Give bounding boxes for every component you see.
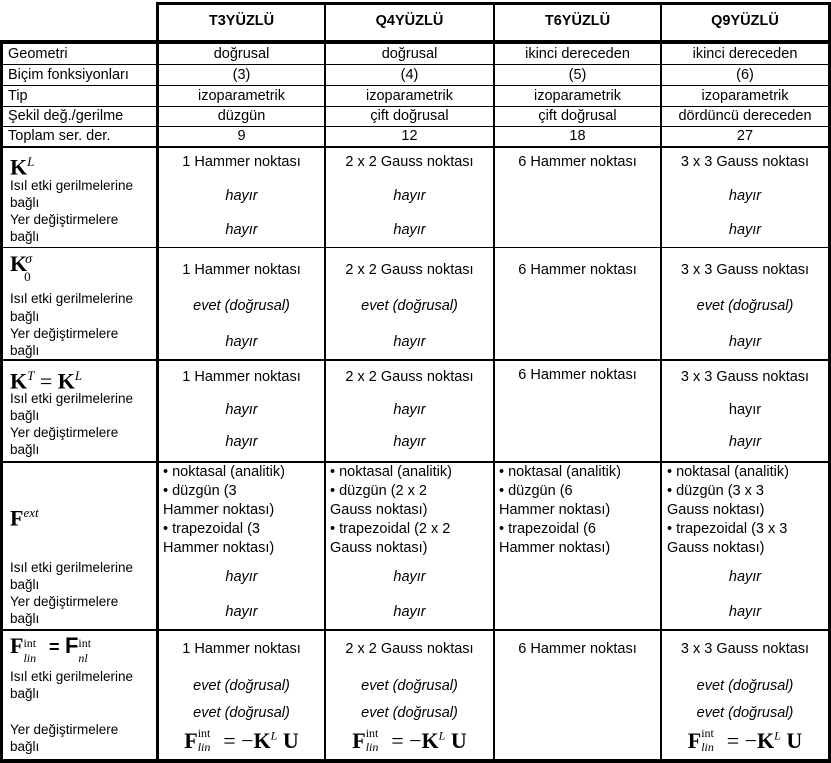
- table-left-border: [0, 40, 3, 763]
- cell-value: düzgün: [217, 108, 266, 124]
- disp-value: hayır: [225, 334, 258, 350]
- integration-value: 2 x 2 Gauss noktası: [345, 262, 474, 278]
- cell-value: 27: [736, 128, 754, 144]
- symbol-f-ext: $F^{ext}$: [10, 505, 39, 531]
- formula-sub-lin: lin: [197, 740, 211, 754]
- label-disp: Yer değiştirmelere: [10, 722, 119, 737]
- cell-value: ikinci dereceden: [692, 46, 798, 62]
- list-item: Gauss noktası): [330, 540, 428, 556]
- label-disp: Yer değiştirmelere: [10, 212, 119, 227]
- list-item: • düzgün (3: [163, 483, 237, 499]
- cell-value: izoparametrik: [701, 88, 789, 104]
- cell-value: ikinci dereceden: [525, 46, 630, 62]
- disp-value: hayır: [225, 222, 258, 238]
- list-item: • düzgün (3 x 3: [667, 483, 764, 499]
- thermal-value: hayır: [225, 402, 258, 418]
- cell-value: (5): [568, 67, 587, 83]
- label-disp-2: bağlı: [10, 442, 40, 457]
- formula-f: F: [352, 728, 366, 753]
- list-item: • noktasal (analitik): [330, 464, 452, 480]
- row-divider: [0, 64, 831, 65]
- label-thermal-2: bağlı: [10, 309, 40, 324]
- label-thermal: Isıl etki gerilmelerine: [10, 560, 134, 575]
- formula-u: U: [277, 728, 299, 753]
- cell-value: (4): [400, 67, 419, 83]
- row-divider: [0, 85, 831, 86]
- formula-k-sup: L: [270, 728, 278, 743]
- formula-sup-int: int: [365, 726, 379, 740]
- formula-f: F: [184, 728, 198, 753]
- disp-value: evet (doğrusal): [696, 705, 794, 721]
- list-item: Gauss noktası): [330, 502, 428, 518]
- integration-value: 2 x 2 Gauss noktası: [345, 154, 474, 170]
- integration-value: 1 Hammer noktası: [182, 369, 301, 385]
- thermal-value: hayır: [393, 402, 426, 418]
- integration-value: 2 x 2 Gauss noktası: [345, 641, 474, 657]
- cell-value: doğrusal: [381, 46, 438, 62]
- formula-k-sup: L: [774, 728, 781, 743]
- thermal-value: hayır: [728, 569, 762, 585]
- label-thermal: Isıl etki gerilmelerine: [10, 178, 134, 193]
- cell-value: (3): [232, 67, 251, 83]
- label-thermal-2: bağlı: [10, 408, 40, 423]
- table-top-border-body: [0, 40, 831, 44]
- integration-value: 3 x 3 Gauss noktası: [680, 262, 810, 278]
- row-label: Geometri: [8, 46, 68, 62]
- thermal-value: hayır: [728, 402, 762, 418]
- cell-value: doğrusal: [213, 46, 270, 62]
- cell-value: izoparametrik: [197, 88, 286, 104]
- formula-k: K: [757, 728, 775, 753]
- internal-force-formula: [159, 728, 324, 754]
- disp-value: hayır: [393, 222, 426, 238]
- label-thermal: Isıl etki gerilmelerine: [10, 669, 134, 684]
- cell-value: 9: [237, 128, 246, 144]
- internal-force-formula: [662, 728, 828, 754]
- thermal-value: evet (doğrusal): [193, 678, 290, 694]
- thermal-value: hayır: [225, 188, 258, 204]
- label-disp: Yer değiştirmelere: [10, 425, 119, 440]
- formula-sup-int: int: [701, 726, 714, 740]
- disp-value: hayır: [393, 604, 426, 620]
- list-item: • trapezoidal (3: [163, 521, 260, 537]
- table-bottom-border: [0, 759, 831, 763]
- symbol-k0-sigma: K σ 0: [10, 251, 33, 284]
- internal-force-formula: [326, 728, 493, 754]
- disp-value: hayır: [393, 334, 426, 350]
- cell-value: çift doğrusal: [538, 108, 617, 124]
- row-divider: [0, 629, 831, 631]
- integration-value: 6 Hammer noktası: [518, 154, 637, 170]
- disp-value: hayır: [728, 334, 762, 350]
- label-disp: Yer değiştirmelere: [10, 326, 119, 341]
- formula-sub-lin: lin: [701, 740, 714, 754]
- thermal-value: hayır: [393, 569, 426, 585]
- load-types-list: [499, 463, 621, 558]
- column-header-q9: Q9YÜZLÜ: [711, 13, 779, 29]
- label-disp-2: bağlı: [10, 739, 40, 754]
- integration-value: 1 Hammer noktası: [182, 262, 301, 278]
- list-item: Gauss noktası): [667, 540, 765, 556]
- disp-value: evet (doğrusal): [361, 705, 458, 721]
- thermal-value: evet (doğrusal): [193, 298, 290, 314]
- row-divider: [0, 146, 831, 148]
- label-disp-2: bağlı: [10, 611, 40, 626]
- cell-value: 12: [401, 128, 418, 144]
- row-divider: [0, 359, 831, 361]
- label-thermal-2: bağlı: [10, 577, 40, 592]
- cell-value: dördüncü dereceden: [678, 108, 812, 124]
- formula-u: U: [445, 728, 467, 753]
- list-item: • noktasal (analitik): [667, 464, 789, 480]
- row-label: Tip: [8, 88, 28, 104]
- formula-f: F: [687, 728, 702, 753]
- disp-value: hayır: [728, 604, 762, 620]
- row-label: Biçim fonksiyonları: [8, 67, 129, 83]
- formula-equals-minus: = −: [721, 728, 758, 753]
- formula-k: K: [421, 728, 439, 753]
- label-thermal-2: bağlı: [10, 195, 40, 210]
- load-types-list: [667, 463, 789, 558]
- row-divider: [0, 106, 831, 107]
- label-disp-2: bağlı: [10, 229, 40, 244]
- formula-f-indices: [365, 726, 386, 754]
- cell-value: izoparametrik: [365, 88, 454, 104]
- row-label: Şekil değ./gerilme: [8, 108, 124, 124]
- list-item: • düzgün (2 x 2: [330, 483, 427, 499]
- column-header-t6: T6YÜZLÜ: [544, 13, 611, 29]
- list-item: • trapezoidal (3 x 3: [667, 521, 788, 537]
- list-item: • noktasal (analitik): [163, 464, 285, 480]
- list-item: Hammer noktası): [163, 540, 275, 556]
- disp-value: hayır: [728, 222, 762, 238]
- symbol-kl: $K^L$: [10, 154, 35, 180]
- formula-f-indices: [701, 726, 721, 754]
- formula-sub-lin: lin: [365, 740, 379, 754]
- column-header-q4: Q4YÜZLÜ: [375, 13, 444, 29]
- formula-equals-minus: = −: [217, 728, 254, 753]
- formula-f-indices: [197, 726, 218, 754]
- integration-value: 1 Hammer noktası: [182, 154, 301, 170]
- integration-value: 6 Hammer noktası: [518, 262, 637, 278]
- disp-value: hayır: [728, 434, 762, 450]
- thermal-value: hayır: [225, 569, 258, 585]
- list-item: Gauss noktası): [667, 502, 765, 518]
- label-disp: Yer değiştirmelere: [10, 594, 119, 609]
- label-thermal: Isıl etki gerilmelerine: [10, 391, 134, 406]
- list-item: • trapezoidal (2 x 2: [330, 521, 451, 537]
- integration-value: 3 x 3 Gauss noktası: [680, 154, 810, 170]
- formula-equals-minus: = −: [385, 728, 422, 753]
- integration-value: 1 Hammer noktası: [182, 641, 301, 657]
- disp-value: evet (doğrusal): [193, 705, 290, 721]
- list-item: • noktasal (analitik): [499, 464, 621, 480]
- list-item: Hammer noktası): [499, 540, 611, 556]
- cell-value: izoparametrik: [533, 88, 622, 104]
- label-disp-2: bağlı: [10, 343, 40, 358]
- label-thermal-2: bağlı: [10, 686, 40, 701]
- label-thermal: Isıl etki gerilmelerine: [10, 291, 134, 306]
- integration-value: 6 Hammer noktası: [518, 367, 637, 383]
- load-types-list: [330, 463, 452, 558]
- row-label: Toplam ser. der.: [8, 128, 111, 144]
- row-divider: [0, 247, 831, 248]
- disp-value: hayır: [225, 604, 258, 620]
- column-header-t3: T3YÜZLÜ: [208, 13, 275, 29]
- integration-value: 3 x 3 Gauss noktası: [680, 641, 810, 657]
- formula-sup-int: int: [197, 726, 211, 740]
- thermal-value: evet (doğrusal): [361, 298, 458, 314]
- thermal-value: hayır: [393, 188, 426, 204]
- thermal-value: hayır: [728, 188, 762, 204]
- integration-value: 2 x 2 Gauss noktası: [345, 369, 474, 385]
- integration-value: 3 x 3 Gauss noktası: [680, 369, 810, 385]
- formula-k-sup: L: [438, 728, 446, 743]
- list-item: Hammer noktası): [499, 502, 611, 518]
- cell-value: çift doğrusal: [370, 108, 449, 124]
- load-types-list: [163, 463, 285, 558]
- thermal-value: evet (doğrusal): [696, 298, 794, 314]
- symbol-f-int: F int lin = F int nl: [10, 633, 92, 665]
- symbol-kt-equals-kl: $K^T = K^L$: [10, 368, 83, 394]
- list-item: • düzgün (6: [499, 483, 573, 499]
- row-divider: [0, 126, 831, 127]
- formula-u: U: [780, 728, 803, 753]
- formula-k: K: [253, 728, 271, 753]
- cell-value: 18: [569, 128, 586, 144]
- disp-value: hayır: [393, 434, 426, 450]
- thermal-value: evet (doğrusal): [361, 678, 458, 694]
- cell-value: (6): [736, 67, 754, 83]
- thermal-value: evet (doğrusal): [696, 678, 794, 694]
- list-item: Hammer noktası): [163, 502, 275, 518]
- disp-value: hayır: [225, 434, 258, 450]
- list-item: • trapezoidal (6: [499, 521, 596, 537]
- integration-value: 6 Hammer noktası: [518, 641, 637, 657]
